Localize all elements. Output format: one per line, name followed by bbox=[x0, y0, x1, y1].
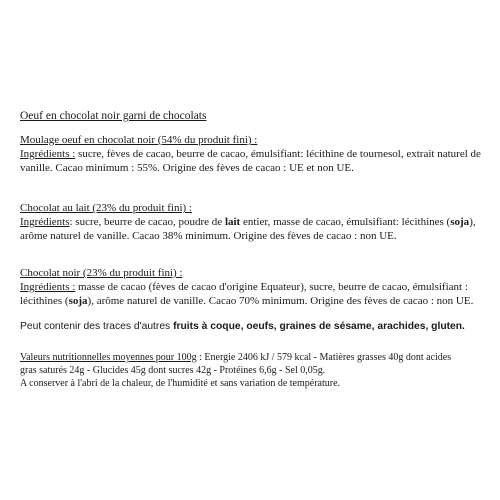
nutrition-label: Valeurs nutritionnelles moyennes pour 100g bbox=[20, 352, 197, 363]
ingredients-text: ), arôme naturel de vanille. Cacao 38% minimum. Origine des fèves de cacao : non UE. bbox=[20, 216, 476, 242]
allergen-prefix: Peut contenir des traces d'autres bbox=[20, 321, 174, 332]
section-body bbox=[20, 280, 485, 308]
ingredients-label: Ingrédients : bbox=[20, 281, 76, 293]
ingredients-text: masse de cacao (fèves de cacao d'origine Equateur), sucre, beurre de cacao, émulsifiant : lécithines ( bbox=[20, 281, 468, 307]
allergen-list: fruits à coque, oeufs, graines de sésame, arachides, gluten. bbox=[173, 321, 465, 332]
ingredients-text: : sucre, beurre de cacao, poudre de bbox=[69, 216, 225, 228]
allergen-warning bbox=[20, 320, 485, 334]
ingredients-text: sucre, fèves de cacao, beurre de cacao, émulsifiant: lécithine de tournesol, extrait naturel de vanille. Cacao minimum : 55%. Origine des fèves de cacao : UE et non UE. bbox=[20, 148, 481, 174]
nutrition-values bbox=[20, 351, 465, 377]
ingredients-text: entier, masse de cacao, émulsifiant: lécithines ( bbox=[240, 216, 451, 228]
section-heading: Moulage oeuf en chocolat noir (54% du produit fini) : bbox=[20, 134, 258, 146]
nutrition-info bbox=[20, 351, 465, 390]
allergen-highlight: soja bbox=[68, 295, 88, 307]
section-body bbox=[20, 147, 485, 175]
ingredients-label: Ingrédients : bbox=[20, 148, 76, 160]
section-dark-chocolate bbox=[20, 266, 485, 308]
section-milk-chocolate bbox=[20, 201, 485, 243]
product-title: Oeuf en chocolat noir garni de chocolats bbox=[20, 110, 207, 122]
section-heading: Chocolat au lait (23% du produit fini) : bbox=[20, 202, 192, 214]
section-body bbox=[20, 215, 485, 243]
allergen-highlight: soja bbox=[450, 216, 470, 228]
section-heading: Chocolat noir (23% du produit fini) : bbox=[20, 267, 183, 279]
allergen-highlight: lait bbox=[224, 216, 241, 228]
nutrition-text: : Energie 2406 kJ / 579 kcal - Matières grasses 40g dont acides gras saturés 24g - Glucides 45g dont sucres 42g - Protéines 6,6g - Sel 0,05g. bbox=[20, 352, 452, 376]
section-dark-chocolate-mould bbox=[20, 133, 485, 175]
ingredients-text: ), arôme naturel de vanille. Cacao 70% minimum. Origine des fèves de cacao : non UE. bbox=[87, 295, 474, 307]
ingredients-label: Ingrédients bbox=[20, 216, 70, 228]
storage-instructions: A conserver à l'abri de la chaleur, de l'humidité et sans variation de température. bbox=[20, 378, 341, 389]
